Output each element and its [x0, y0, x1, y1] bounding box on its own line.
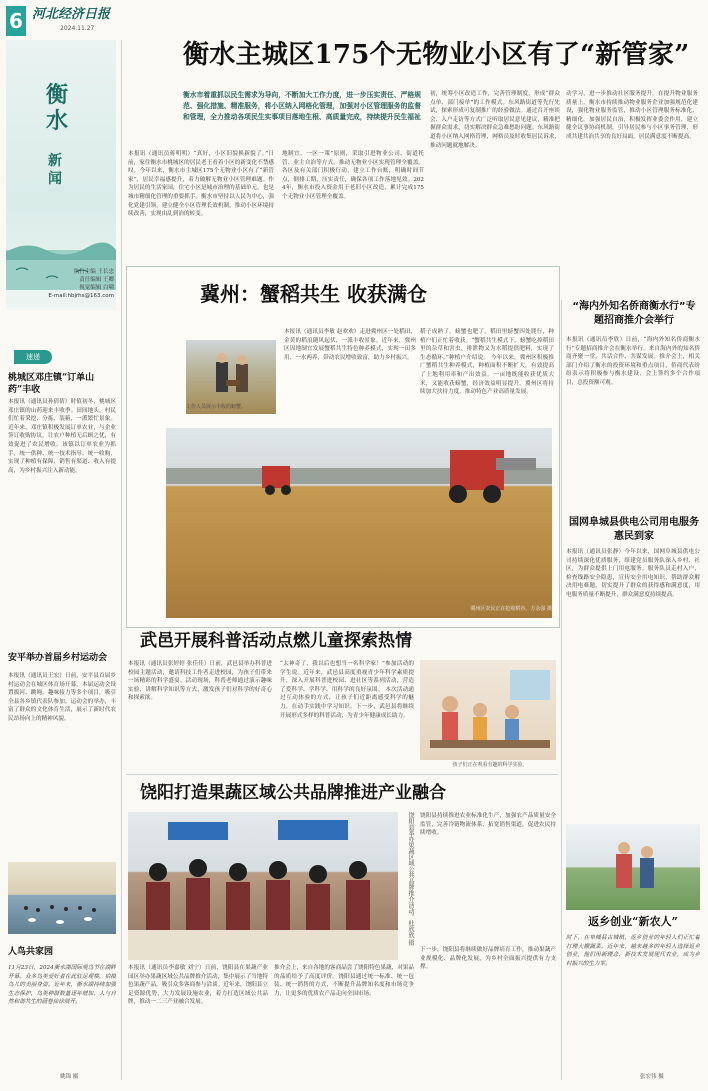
wuyi-col2: “太神奇了，我以后也想当一名科学家！”参加活动的学生说。近年来，武邑县高度重视青少年科学素质提升，深入开展科普进校园、进社区等系列活动，营造了爱科学、学科学、用科学的良好氛围。 本次活动通过互动体验的方式，让孩子们近距离感受科学的魅力，在动手实践中学习知识。下一步，武邑县将继续开展形式多样的科普活动，为青少年健康成长助力。: [280, 661, 414, 719]
wuyi-photo-drawing: [420, 660, 556, 760]
jizhou-photo-small: [186, 340, 276, 414]
section-title: 衡水: [46, 82, 69, 134]
lead-headline: 衡水主城区175个无物业小区有了“新管家”: [183, 40, 690, 70]
editor-credits: [44, 268, 114, 300]
lead-col4: 动学习，进一步推动社区服务提升。在提升物业服务质量上，衡水市持续推动物业服务企业加强规范化建设，强化物业服务监管，推动小区管理服务标准化、精细化。加强居民自治，积极发挥业委会作用，建立健全议事协商机制，引导居民参与小区事务管理，形成共建共治共享的良好局面，居民满意度不断提高。: [566, 91, 698, 140]
bird-photo-drawing: [8, 862, 116, 934]
wuyi-photo: [420, 660, 556, 760]
section-banner: [6, 40, 116, 310]
raoyang-divider: [126, 774, 558, 775]
raoyang-photo: [128, 812, 398, 960]
lead-col1: 本报讯（通讯员蒋明明）“真好，小区旧貌换新貌了。”日前，家住衡水市桃城区的居民老王看着小区的新变化不禁感叹。今年以来，衡水市主城区175个无物业小区有了“新管家”，居民幸福感提升，着力破解无物业小区管理难题。作为居民的生活家园，住宅小区是城市治理的基础单元，也是城市精细化管理的重要抓手。衡水市坚持以人民为中心，强化党建引领，建立健全小区管理长效机制，推动小区环境持续改善，实现由乱到治的转变。: [128, 151, 274, 218]
right3-photo: [566, 824, 700, 910]
page-number: 6: [6, 6, 26, 36]
bird-photo: [8, 862, 116, 934]
editor-visual: 视觉编辑 白啸: [79, 285, 114, 291]
brief-headline-3: 人鸟共家园: [8, 947, 54, 957]
right2-headline: 国网阜城县供电公司用电服务惠民到家: [569, 517, 699, 542]
lead-deck: 衡水市着重抓以民生需求为导向，不断加大工作力度，进一步压实责任、严格规范、强化措施、精准服务，将小区纳入网格化管理，加强对小区管理服务的监督和管理，全力推动各项民生实事项目落地生根、高质量完成，持续提升民生福祉: [183, 91, 421, 121]
jizhou-photo-large: [166, 428, 552, 618]
right1-headline: “海内外知名侨商衡水行”专题招商推介会举行: [572, 301, 696, 326]
right3-photo-drawing: [566, 824, 700, 910]
right2-body: 本报讯（通讯员张静）今年以来，国网阜城县供电公司持续深化优质服务，组建党员服务队深入乡村、社区，为群众提供上门用电服务。服务队员走村入户，检查线路安全隐患，宣传安全用电知识，帮助群众解决用电难题，切实提升了群众的获得感和满意度，用电服务质量不断提升，群众满意度持续提高。: [566, 549, 700, 598]
raoyang-photo-drawing: [128, 812, 398, 960]
lead-col3: 初，统筹小区改造工作，完善管理制度，形成“群众点单、部门接单”的工作模式。东风路街道等先行先试，探索形成可复制推广的经验做法。通过召开座谈会、入户走访等方式广泛听取居民意见建议，精准把握群众需求，切实解决群众急难愁盼问题。东风路街道将小区纳入网格管理，网格员及时收集居民诉求，推动问题就地解决。: [430, 91, 560, 149]
raoyang-headline: 饶阳打造果蔬区域公共品牌推进产业融合: [140, 783, 446, 803]
right3-body: 时下，在阜城县古城镇，返乡创业的年轻人们正忙着打理大棚蔬菜。近年来，越来越多的年轻人选择返乡创业，他们用新理念、新技术发展现代农业，成为乡村振兴的生力军。: [566, 935, 700, 967]
left-column-divider: [121, 40, 122, 1080]
jizhou-caption-1: 工作人员展示丰收的螃蟹。: [186, 404, 247, 410]
raoyang-col2: 推介会上，来自各地的客商品尝了饶阳特色果蔬，对果品的品质给予了高度评价。饶阳县通过统一标准、统一包装、统一销售的方式，不断提升品牌知名度和市场竞争力，让更多的优质农产品走向全国市场。: [274, 965, 414, 997]
jizhou-caption-2: 冀州区农民正在抢收稻谷。方永强 摄: [470, 606, 552, 612]
right-column-divider: [561, 300, 562, 1080]
section-subtitle: 新闻: [48, 153, 62, 187]
wuyi-headline: 武邑开展科普活动点燃儿童探索热情: [140, 631, 412, 651]
paper-name: 河北经济日报: [32, 7, 111, 22]
right3-headline: 返乡创业“新农人”: [588, 915, 678, 928]
raoyang-col3: 饶阳县持续推进农业标准化生产，加强农产品质量安全监管，完善冷链物流体系，拓宽销售渠道，促进农民持续增收。: [420, 813, 556, 837]
wuyi-col3-span: 本次活动通过互动体验的方式，让孩子们近距离感受科学的魅力，在动手实践中学习知识。下一步，武邑县将继续开展形式多样的科普活动，为青少年健康成长助力。: [280, 686, 414, 719]
editor-responsible: 责任编辑 王卿: [79, 277, 114, 283]
jizhou-col1: 本报讯（通讯员李敏 赵欢欢）走进冀州区一处稻田，金黄的稻浪随风起伏，一派丰收景象。近年来，冀州区因地制宜发展蟹稻共生特色种养模式，实现一田多用、一水两养，带动农民增收致富，助力乡村振兴。: [284, 329, 416, 361]
jizhou-photo-large-drawing: [166, 428, 552, 618]
brief-body-3: 11月23日，2024衡水湖国际观鸟节在湖畔开幕。众多鸟类爱好者在此驻足观察，拍摄鸟儿的美丽身姿。近年来，衡水湖持续加强生态保护，鸟类种群数量逐年增加，人与自然和谐共生的画卷徐徐展开。: [8, 965, 116, 1006]
raoyang-photo-caption: 饶阳县举办果蔬区域公共品牌推介活动。杜欣欣 摄: [407, 812, 414, 946]
jizhou-headline: 冀州：蟹稻共生 收获满仓: [200, 282, 427, 306]
brief-body-2: 本报讯（通讯员王宏）日前，安平县首届乡村运动会在城区体育场开幕。本届运动会设置拔河、跳绳、趣味接力等多个项目，吸引全县各乡镇代表队参加。运动会的举办，丰富了群众的文化体育生活，展示了新时代农民昂扬向上的精神风貌。: [8, 673, 116, 722]
right3-author: 张宏伟 摄: [640, 1074, 664, 1080]
brief-headline-1: 桃城区邓庄镇“订单山药”丰收: [8, 373, 95, 395]
lead-col2: 地制宜、一区一策”原则，采取引进物业公司、街道托管、业主自治等方式，推动无物业小区实现管理全覆盖。各区及有关部门积极行动，建立工作台账，明确时间节点，倒排工期，压实责任，确保各项工作落地见效。2024年，衡水市投入资金用于老旧小区改造，累计完成175个无物业小区管理全覆盖。: [282, 151, 424, 200]
jizhou-col3-span: 今年以来，冀州区积极推广蟹稻共生种养模式，种植面积不断扩大，有效提高了土地利用率和产出效益。一亩地既能收获优质大米，又能收获螃蟹，经济效益明显提升。冀州区将持续加大扶持力度，推动特色产业高质量发展。: [420, 354, 554, 396]
brief-label: 速递: [14, 350, 52, 364]
jizhou-photo-small-drawing: [186, 340, 276, 414]
brief-author-3: 姚锦 摄: [60, 1074, 79, 1080]
brief-headline-2: 安平举办首届乡村运动会: [8, 653, 108, 663]
raoyang-col1: 本报讯（通讯员李嘉敏 刘宁）日前，饶阳县在果蔬产业园区举办果蔬区域公共品牌推介活动，集中展示了当地特色果蔬产品，吸引众多客商参与洽谈。近年来，饶阳县立足资源优势，大力发展设施农业，着力打造区域公共品牌，推动一二三产业融合发展。: [128, 965, 268, 1006]
brief-body-1: 本报讯（通讯员孙倩倩）时值初冬，桃城区邓庄镇的山药迎来丰收季。田间地头，村民们忙着采挖、分拣、装箱，一派繁忙景象。近年来，邓庄镇积极发展订单农业，与企业签订收购协议，让农户种植无后顾之忧，有效促进了农民增收。该镇以订单农业为抓手，统一供种、统一技术指导、统一收购，实现了种植有保障、销售有渠道、收入有提高，为乡村振兴注入新动能。: [8, 399, 116, 474]
wuyi-col1: 本报讯（通讯员张婷婷 张佳佳）日前，武邑县举办科普进校园主题活动，邀请科技工作者走进校园，为孩子们带来一场精彩的科学盛宴。活动现场，科普老师通过演示趣味实验、讲解科学知识等方式，激发孩子们对科学的好奇心和探索欲。: [128, 661, 272, 702]
editor-email: E-mail:hbjrhs@163.com: [48, 293, 114, 299]
wuyi-caption: 孩子们正在观看有趣的科学实验。: [452, 762, 528, 768]
jizhou-col2-text: 稻子成熟了，螃蟹也肥了。稻田里螃蟹四处爬行，种植户们正忙着收获。“蟹稻共生模式下，螃蟹吃掉稻田里的杂草和害虫，排泄物又为水稻提供肥料，实现了生态循环。”种植户介绍说。 今年以来，冀州区积极推广蟹稻共生种养模式，种植面积不断扩大，有效提高了土地利用率和产出效益。一亩地既能收获优质大米，又能收获螃蟹，经济效益明显提升。冀州区将持续加大扶持力度，推动特色产业高质量发展。: [420, 329, 554, 396]
raoyang-col4: 下一步，饶阳县将继续做好品牌培育工作，推动果蔬产业规模化、品牌化发展，为乡村全面振兴提供有力支撑。: [420, 947, 556, 971]
right1-body: 本报讯（通讯员李欣）日前，“海内外知名侨商衡水行”专题招商推介会在衡水举行。来自海内外的知名侨商齐聚一堂，共话合作、共谋发展。推介会上，相关部门介绍了衡水的投资环境和重点项目，侨商代表纷纷表示将积极参与衡水建设，会上签约多个合作项目，总投资额可观。: [566, 337, 700, 386]
editor-chief: 执行主编 王长忠: [73, 269, 114, 275]
issue-date: 2024.11.27: [60, 25, 95, 32]
